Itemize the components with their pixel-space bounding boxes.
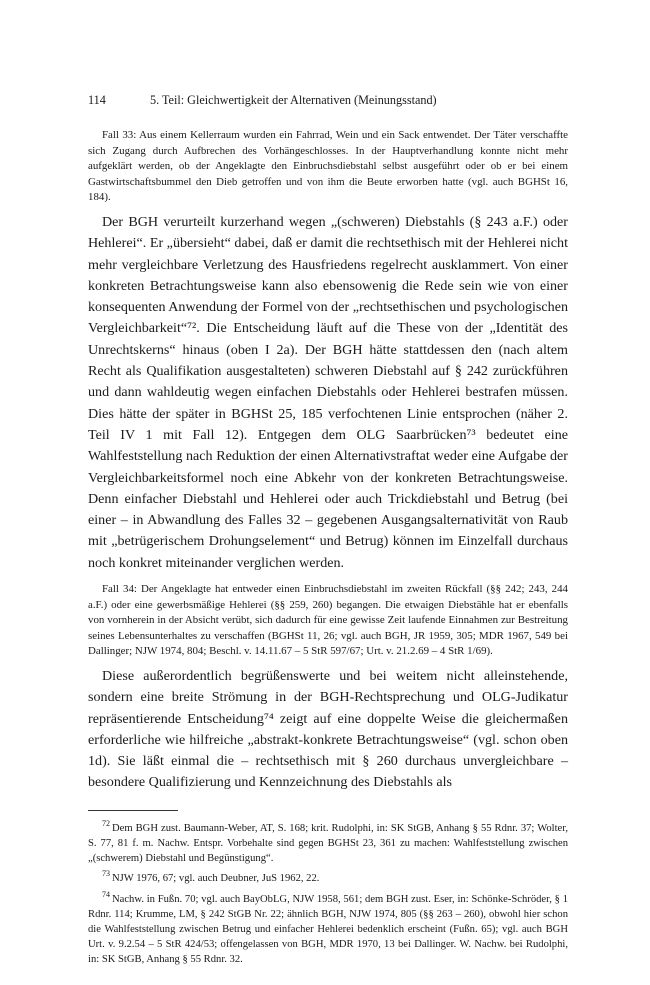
footnote-72 <box>88 817 568 867</box>
book-page <box>88 93 568 969</box>
running-header <box>88 93 568 108</box>
case-34-text: Fall 34: Der Angeklagte hat entweder einen Einbruchsdiebstahl im zweiten Rückfall (§§ 242; 243, 244 a.F.) oder eine gewerbsmäßige Hehlerei (§§ 259, 260) begangen. Die etwaigen Diebstähle hat er ebenfalls von vornherein in der Absicht verübt, sich dadurch für eine gewisse Zeit laufende Einnahmen zur Bestreitung seines Lebensunterhaltes zu verschaffen (BGHSt 11, 26; vgl. auch BGH, JR 1959, 305; MDR 1967, 549 bei Dallinger; NJW 1974, 804; Beschl. v. 14.11.67 – 5 StR 597/67; Urt. v. 21.2.69 – 4 StR 1/69). <box>88 583 568 658</box>
body-paragraph-2: Diese außerordentlich begrüßenswerte und bei weitem nicht alleinstehende, sondern eine breite Strömung in der BGH-Rechtsprechung und OLG-Judikatur repräsentierende Entscheidung⁷⁴ zeigt auf eine doppelte Weise die gleichermaßen erforderliche wie hilfreiche „abstrakt-konkrete Betrachtungsweise“ (vgl. schon oben 1d). Sie läßt einmal die – rechtsethisch mit § 260 durchaus unvergleichbare – besondere Qualifizierung und Kennzeichnung des Diebstahls als <box>88 667 568 791</box>
running-title: 5. Teil: Gleichwertigkeit der Alternativen (Meinungsstand) <box>150 93 437 107</box>
footnote-number: 73 <box>102 869 110 879</box>
footnote-74 <box>88 888 568 968</box>
footnote-text: NJW 1976, 67; vgl. auch Deubner, JuS 1962, 22. <box>112 873 320 885</box>
footnote-text: Dem BGH zust. Baumann-Weber, AT, S. 168; krit. Rudolphi, in: SK StGB, Anhang § 55 Rdnr. 37; Wolter, S. 77, 81 f. m. Nachw. Entspr. Vorbehalte sind gegen BGHSt 23, 361 zu machen: Wahlfeststellung zwischen „(schwerem) Diebstahl und Begünstigung“. <box>88 822 568 864</box>
body-paragraph-1: Der BGH verurteilt kurzerhand wegen „(schweren) Diebstahls (§ 243 a.F.) oder Hehlerei“. Er „übersieht“ dabei, daß er damit die rechtsethisch mit der Hehlerei nicht mehr vergleichbare Verletzung des Hausfriedens regelrecht ausklammert. Von einer konkreten Betrachtungsweise kann also ebensowenig die Rede sein wie von einer konsequenten Anwendung der Formel von der „rechtsethischen und psychologischen Vergleichbarkeit“⁷². Die Entscheidung läuft auf die These von der „Identität des Unrechtskerns“ hinaus (oben I 2a). Der BGH hätte stattdessen den (nach altem Recht als Qualifikation ausgestalteten) schweren Diebstahl auf § 242 zurückführen und dann wahldeutig wegen einfachen Diebstahls oder Hehlerei bestrafen müssen. Dies hätte der später in BGHSt 25, 185 verfochtenen Linie entsprochen (näher 2. Teil IV 1 mit Fall 12). Entgegen dem OLG Saarbrücken⁷³ bedeutet eine Wahlfeststellung nach Reduktion der einen Alternativstraftat weder eine Aufgabe der Vergleichbarkeitsformel noch eine Abkehr von der konkreten Betrachtungsweise. Denn einfacher Diebstahl und Hehlerei oder auch Trickdiebstahl und Betrug (bei einer – in Abwandlung des Falles 32 – gegebenen Ausgangsalternativität von Raub mit „betrügerischem Drohungselement“ und Betrug) können im Einzelfall durchaus noch konkret miteinander verglichen werden. <box>88 213 568 571</box>
footnote-number: 72 <box>102 818 110 828</box>
case-33-text: Fall 33: Aus einem Kellerraum wurden ein Fahrrad, Wein und ein Sack entwendet. Der Täter verschaffte sich Zugang durch Aufbrechen des Vorhängeschlosses. In der Hauptverhandlung konnte nicht mehr aufgeklärt werden, ob der Angeklagte den Einbruchsdiebstahl selbst ausgeführt oder ob er bei einem Gastwirtschaftsbummel den Dieb getroffen und von ihm die Beute erworben hatte (vgl. auch BGHSt 16, 184). <box>88 129 568 204</box>
page-number: 114 <box>88 93 106 107</box>
footnote-divider <box>88 810 178 811</box>
footnote-text: Nachw. in Fußn. 70; vgl. auch BayObLG, NJW 1958, 561; dem BGH zust. Eser, in: Schönke-Schröder, § 1 Rdnr. 114; Krumme, LM, § 242 StGB Nr. 22; ähnlich BGH, NJW 1974, 805 (§§ 263 – 260), obwohl hier schon die Wahlfeststellung zwischen Betrug und einfacher Hehlerei bedenklich erscheint (Fußn. 65); vgl. auch BGH Urt. v. 9.2.54 – 5 StR 424/53; offengelassen von BGH, MDR 1970, 13 bei Dallinger. W. Nachw. bei Rudolphi, in: SK StGB, Anhang § 55 Rdnr. 32. <box>88 894 568 966</box>
footnote-number: 74 <box>102 890 110 900</box>
footnote-73 <box>88 867 568 887</box>
